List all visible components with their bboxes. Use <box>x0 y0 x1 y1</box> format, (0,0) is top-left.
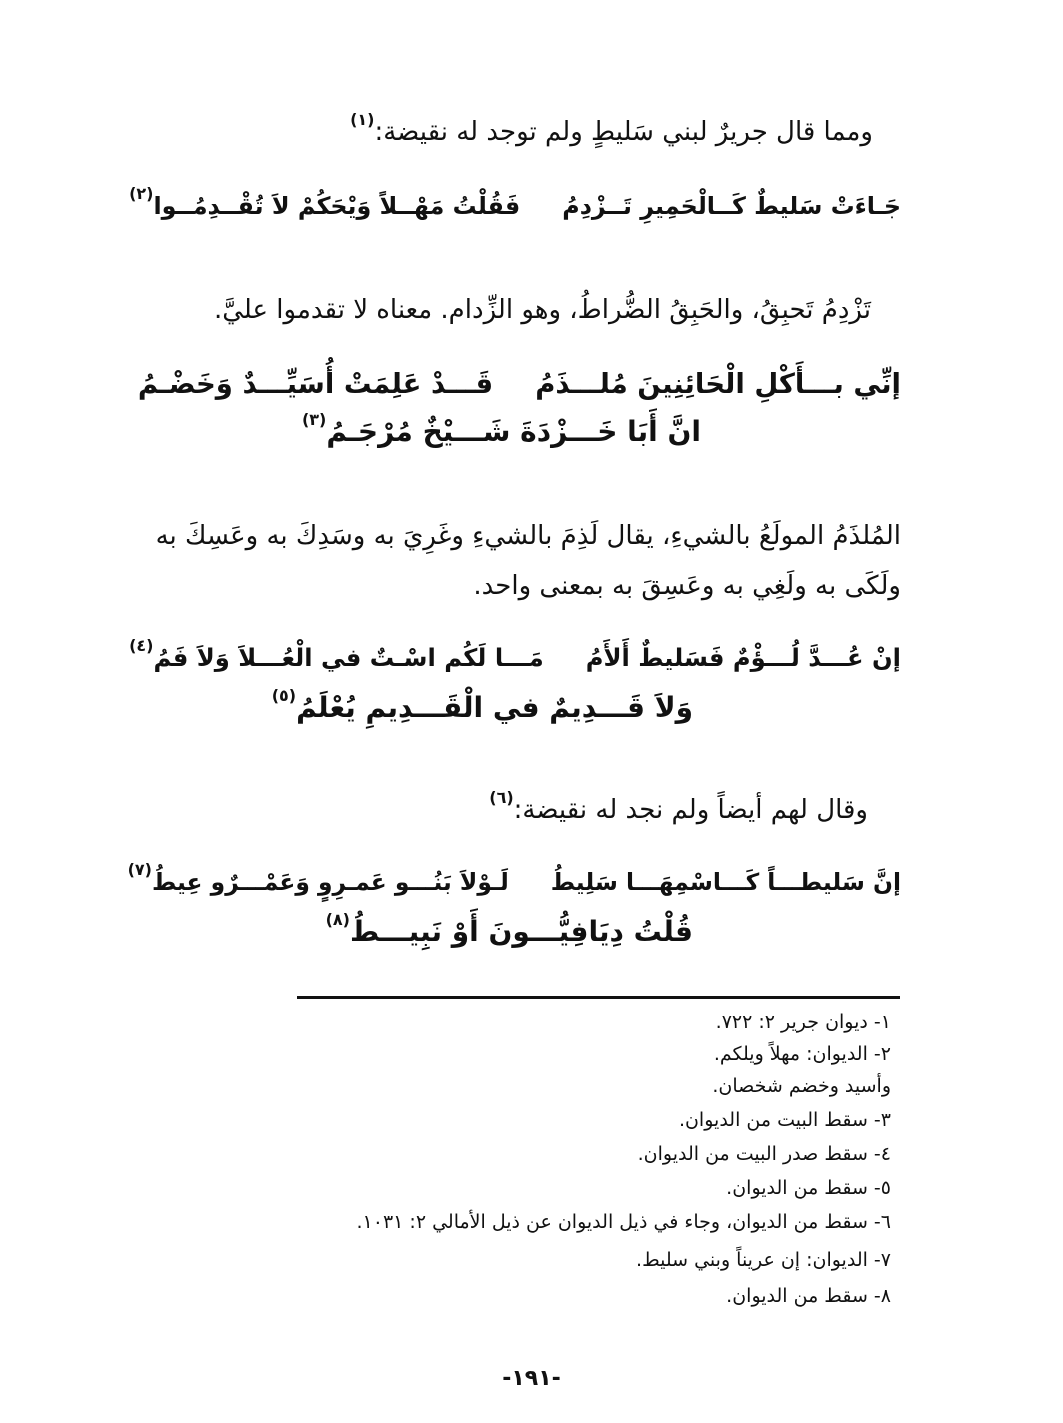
footnote-separator <box>297 996 900 999</box>
verse-line-7 <box>326 912 693 952</box>
hemistich-first: إنْ عُـــدَّ لُـــؤْمٌ فَسَليطٌ أَلأَمُ <box>585 644 901 672</box>
footnote-ref-2: (٢) <box>129 184 154 203</box>
gloss-text: تَزْدِمُ تَحبِقُ، والحَبِقُ الضُّراطُ، وهو الزِّدام. معناه لا تقدموا عليَّ. <box>213 295 871 325</box>
footnote-item: ٧- الديوان: إن عريناً وبني سليط. <box>636 1249 891 1271</box>
intro-line-2 <box>489 790 868 830</box>
hemistich-first: إنِّي بـــأَكْلِ الْحَائِنِينَ مُلـــذَمُ <box>535 368 901 400</box>
footnote-item: ٥- سقط من الديوان. <box>726 1177 891 1199</box>
gloss-text: ولَكَى به ولَغِي به وعَسِقَ به بمعنى واحد. <box>473 571 901 601</box>
gloss-line-2b <box>473 566 901 606</box>
footnote-item: ٤- سقط صدر البيت من الديوان. <box>637 1143 891 1165</box>
verse-line-5 <box>272 688 693 728</box>
gloss-line-2a <box>156 516 901 556</box>
footnote-ref-1: (١) <box>350 110 375 129</box>
footnote-ref-7: (٧) <box>127 860 152 879</box>
intro-text: وقال لهم أيضاً ولم نجد له نقيضة: <box>513 795 868 825</box>
hemistich-second: فَقُلْتُ مَهْــلاً وَيْحَكُمْ لاَ تُقْــدِمُــوا <box>153 192 521 220</box>
footnote-item: ٨- سقط من الديوان. <box>726 1285 891 1307</box>
footnote-ref-8: (٨) <box>325 910 350 929</box>
hemistich-second: قَـــدْ عَلِمَتْ أُسَيِّـــدٌ وَخَضْـمُ <box>137 368 494 400</box>
gloss-text: المُلذَمُ المولَعُ بالشيءِ، يقال لَذِمَ بالشيءِ وغَرِيَ به وسَدِكَ به وعَسِكَ به <box>155 521 901 551</box>
footnote-item: ٣- سقط البيت من الديوان. <box>678 1109 891 1131</box>
verse-line-6 <box>128 862 901 902</box>
footnote-item: ٦- سقط من الديوان، وجاء في ذيل الديوان عن ذيل الأمالي ٢: ١٠٣١. <box>356 1211 891 1233</box>
page-number: -١٩١- <box>502 1366 561 1391</box>
hemistich-second: مَـــا لَكُم اسْـتٌ في الْعُـــلاَ وَلاَ فَمُ <box>153 644 544 672</box>
footnote-ref-6: (٦) <box>489 788 514 807</box>
footnote-ref-4: (٤) <box>129 636 154 655</box>
verse-line-2 <box>138 364 901 404</box>
footnote-item: وأسيد وخضم شخصان. <box>712 1075 891 1097</box>
verse-text: قُلْتُ دِيَافِيُّـــونَ أَوْ نَبِيـــطُ <box>349 915 693 948</box>
hemistich-first: إنَّ سَليطـــاً كَـــاسْمِهَـــا سَلِيطُ <box>550 868 901 896</box>
intro-text: ومما قال جريرٌ لبني سَليطٍ ولم توجد له نقيضة: <box>374 117 873 147</box>
footnote-ref-5: (٥) <box>271 686 297 705</box>
footnote-ref-3: (٣) <box>301 410 327 429</box>
hemistich-second: لَـوْلاَ بَنُـــو عَمـرِوٍ وَعَمْـــرٌو عِيطُ <box>151 868 509 896</box>
verse-text: وَلاَ قَـــدِيمٌ في الْقَـــدِيمِ يُعْلَمُ <box>296 691 693 724</box>
hemistich-first: جَـاءَتْ سَليطٌ كَــالْحَمِيرِ تَــزْدِمُ <box>562 192 901 220</box>
intro-line-1 <box>350 112 873 152</box>
footnote-item: ٢- الديوان: مهلاً ويلكم. <box>713 1043 891 1065</box>
gloss-line-1 <box>214 290 871 330</box>
verse-line-1 <box>129 186 901 226</box>
verse-line-4 <box>129 638 901 678</box>
footnote-item: ١- ديوان جرير ٢: ٧٢٢. <box>715 1011 891 1033</box>
verse-line-3 <box>302 412 701 452</box>
verse-text: انَّ أَبَا خَـــزْدَةَ شَـــيْخٌ مُرْجَـمُ <box>326 415 701 448</box>
